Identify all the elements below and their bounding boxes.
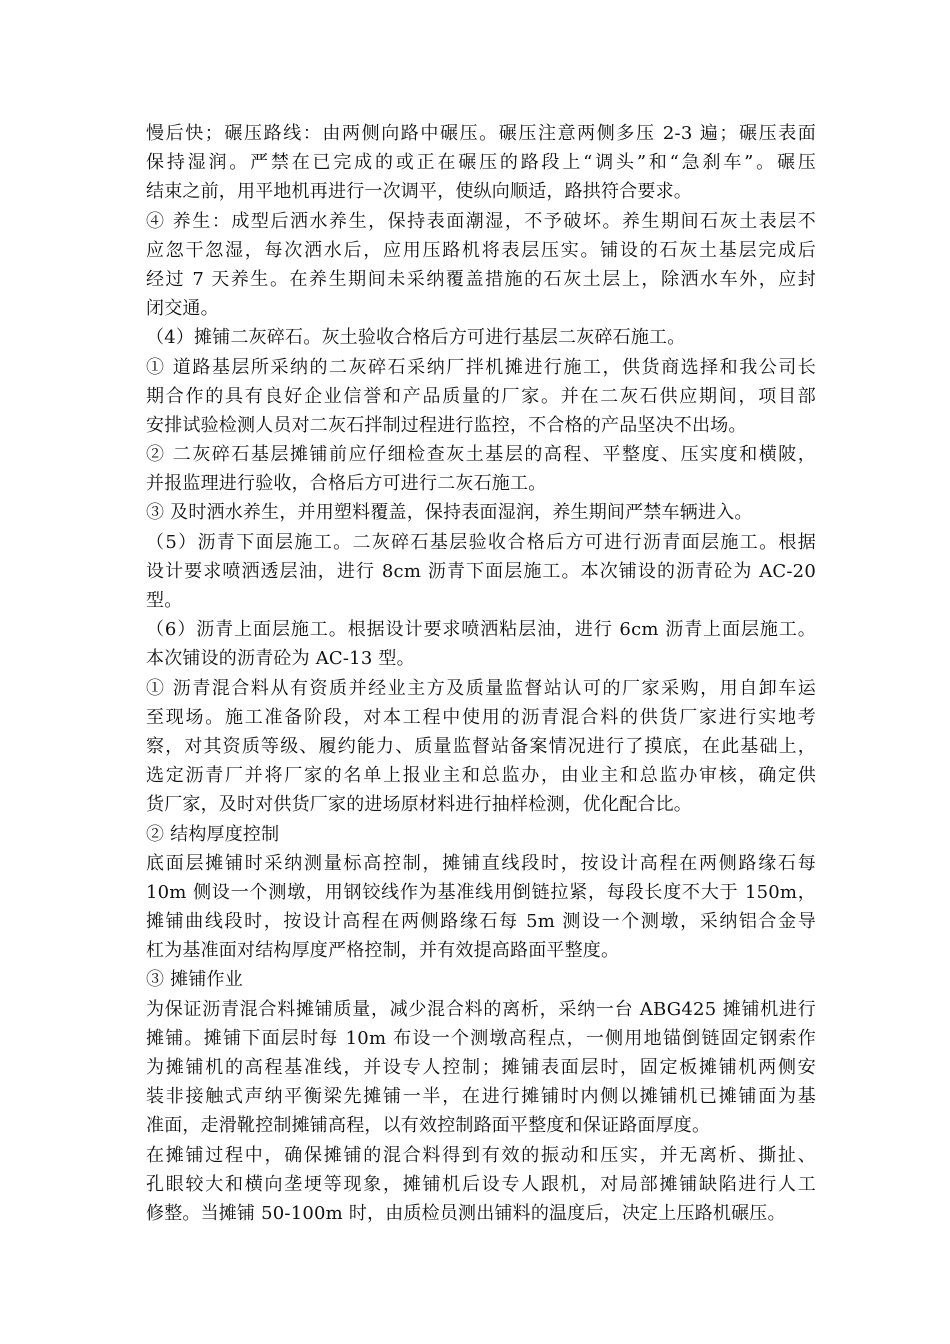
text-line: 杠为基准面对结构厚度严格控制，并有效提高路面平整度。 bbox=[146, 940, 620, 962]
text-line: 期合作的具有良好企业信誉和产品质量的厂家。并在二灰石供应期间，项目部 bbox=[146, 385, 816, 407]
text-line: ④ 养生：成型后洒水养生，保持表面潮湿，不予破坏。养生期间石灰土表层不 bbox=[146, 210, 816, 232]
section-heading: （4）摊铺二灰碎石。灰土验收合格后方可进行基层二灰碎石施工。 bbox=[146, 327, 686, 349]
text-line: 安排试验检测人员对二灰石拌制过程进行监控，不合格的产品坚决不出场。 bbox=[146, 414, 747, 436]
text-line: 摊铺曲线段时，按设计高程在两侧路缘石每 5m 测设一个测墩，采纳铝合金导 bbox=[146, 911, 816, 933]
text-line: 装非接触式声纳平衡梁先摊铺一半，在进行摊铺时内侧以摊铺机已摊铺面为基 bbox=[146, 1086, 816, 1108]
text-line: 摊铺。摊铺下面层时每 10m 布设一个测墩高程点，一侧用地锚倒链固定钢索作 bbox=[146, 1027, 816, 1049]
text-line: 设计要求喷洒透层油，进行 8cm 沥青下面层施工。本次铺设的沥青砼为 AC-20 bbox=[146, 560, 816, 582]
text-line: 结束之前，用平地机再进行一次调平，使纵向顺适，路拱符合要求。 bbox=[146, 181, 692, 203]
text-line: 为保证沥青混合料摊铺质量，减少混合料的离析，采纳一台 ABG425 摊铺机进行 bbox=[146, 998, 816, 1020]
section-heading: （5）沥青下面层施工。二灰碎石基层验收合格后方可进行沥青面层施工。根据 bbox=[146, 531, 816, 553]
section-heading: （6）沥青上面层施工。根据设计要求喷洒粘层油，进行 6cm 沥青上面层施工。 bbox=[146, 619, 816, 641]
text-line: 孔眼较大和横向垄埂等现象，摊铺机后设专人跟机，对局部摊铺缺陷进行人工 bbox=[146, 1173, 816, 1195]
text-line: 至现场。施工准备阶段，对本工程中使用的沥青混合料的供货厂家进行实地考 bbox=[146, 706, 816, 728]
subsection-heading: ③ 摊铺作业 bbox=[146, 969, 243, 991]
text-line: 选定沥青厂并将厂家的名单上报业主和总监办，由业主和总监办审核，确定供 bbox=[146, 765, 816, 787]
subsection-heading: ② 结构厚度控制 bbox=[146, 823, 280, 845]
text-line: 型。 bbox=[146, 590, 183, 611]
text-line: 察，对其资质等级、履约能力、质量监督站备案情况进行了摸底，在此基础上， bbox=[146, 735, 816, 757]
text-line: 并报监理进行验收，合格后方可进行二灰石施工。 bbox=[146, 473, 547, 495]
document-body bbox=[146, 119, 816, 1228]
text-line: 应忽干忽湿，每次洒水后，应用压路机将表层压实。铺设的石灰土基层完成后 bbox=[146, 239, 816, 261]
text-line: ① 沥青混合料从有资质并经业主方及质量监督站认可的厂家采购，用自卸车运 bbox=[146, 677, 816, 699]
text-line: 闭交通。 bbox=[146, 298, 219, 320]
text-line: ③ 及时洒水养生，并用塑料覆盖，保持表面湿润，养生期间严禁车辆进入。 bbox=[146, 502, 753, 524]
text-line: 在摊铺过程中，确保摊铺的混合料得到有效的振动和压实，并无离析、撕扯、 bbox=[146, 1144, 816, 1166]
text-line: 准面，走滑靴控制摊铺高程，以有效控制路面平整度和保证路面厚度。 bbox=[146, 1115, 711, 1137]
text-line: ② 二灰碎石基层摊铺前应仔细检查灰土基层的高程、平整度、压实度和横陂， bbox=[146, 444, 816, 466]
text-line: 本次铺设的沥青砼为 AC-13 型。 bbox=[146, 648, 415, 670]
text-line: 为摊铺机的高程基准线，并设专人控制；摊铺表面层时，固定板摊铺机两侧安 bbox=[146, 1057, 816, 1078]
text-line: ① 道路基层所采纳的二灰碎石采纳厂拌机摊进行施工，供货商选择和我公司长 bbox=[146, 356, 816, 378]
text-line: 保持湿润。严禁在已完成的或正在碾压的路段上“调头”和“急刹车”。碾压 bbox=[146, 152, 816, 174]
text-line: 修整。当摊铺 50-100m 时，由质检员测出铺料的温度后，决定上压路机碾压。 bbox=[146, 1202, 786, 1224]
text-line: 货厂家，及时对供货厂家的进场原材料进行抽样检测，优化配合比。 bbox=[146, 794, 692, 816]
text-line: 底面层摊铺时采纳测量标高控制，摊铺直线段时，按设计高程在两侧路缘石每 bbox=[146, 852, 816, 874]
text-line: 10m 侧设一个测墩，用钢铰线作为基准线用倒链拉紧，每段长度不大于 150m， bbox=[146, 881, 816, 903]
text-line: 经过 7 天养生。在养生期间未采纳覆盖措施的石灰土层上，除洒水车外，应封 bbox=[146, 268, 816, 290]
text-line: 慢后快；碾压路线：由两侧向路中碾压。碾压注意两侧多压 2-3 遍；碾压表面 bbox=[146, 123, 816, 144]
